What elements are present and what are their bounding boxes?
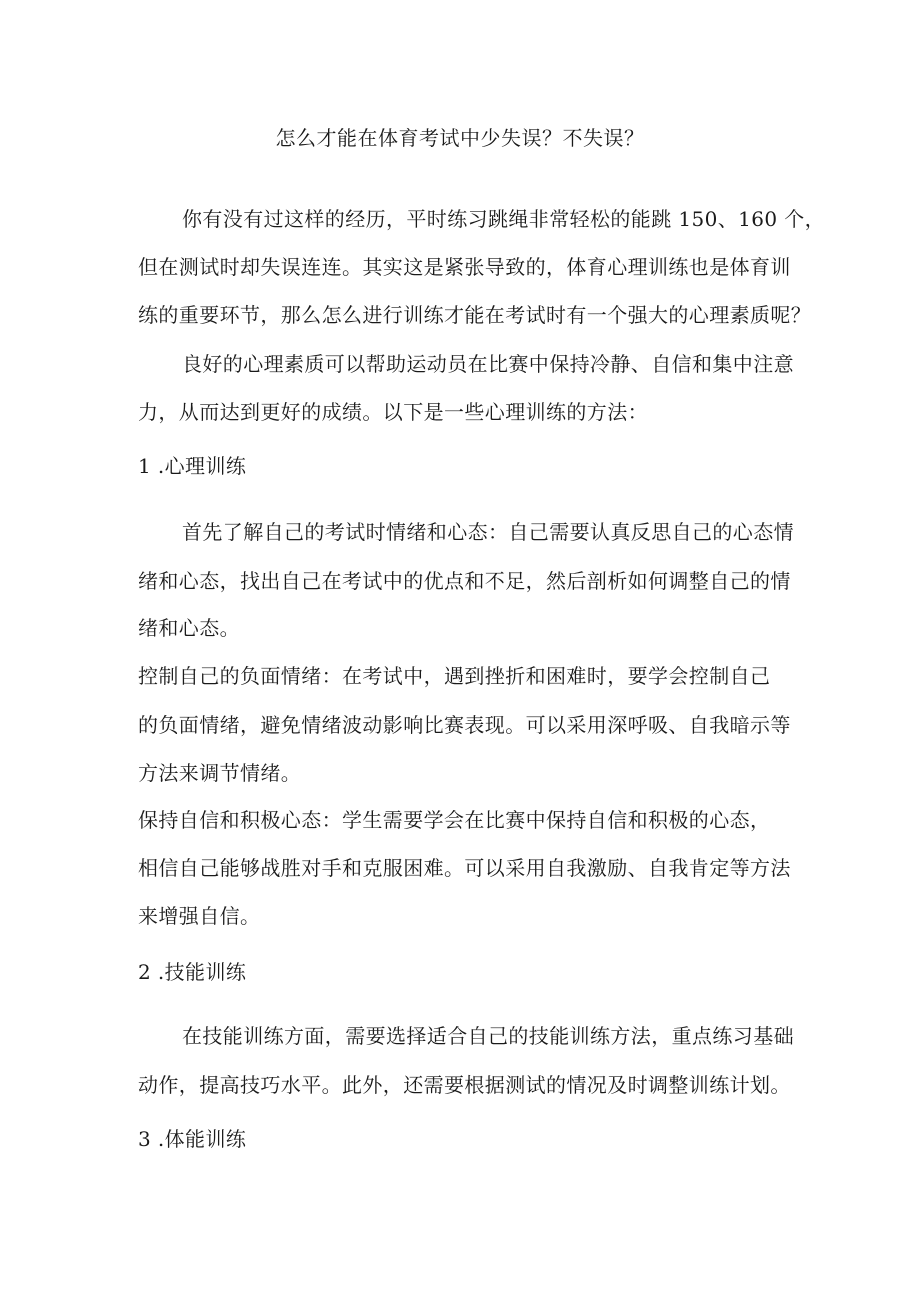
section1-p2-line-1: 控制自己的负面情绪：在考试中，遇到挫折和困难时，要学会控制自己 (138, 664, 771, 688)
section1-p3-line-3: 来增强自信。 (138, 904, 261, 928)
intro-line-3: 练的重要环节，那么怎么进行训练才能在考试时有一个强大的心理素质呢？ (138, 303, 812, 327)
section1-p3-line-1: 保持自信和积极心态：学生需要学会在比赛中保持自信和积极的心态， (138, 808, 771, 832)
document-title: 怎么才能在体育考试中少失误？不失误？ (275, 126, 645, 150)
intro-line-2: 但在测试时却失误连连。其实这是紧张导致的，体育心理训练也是体育训 (138, 255, 791, 279)
para2-line-2: 力，从而达到更好的成绩。以下是一些心理训练的方法： (138, 400, 648, 424)
section2-p1-line-1: 在技能训练方面，需要选择适合自己的技能训练方法，重点练习基础 (182, 1024, 794, 1048)
section1-p2-line-2: 的负面情绪，避免情绪波动影响比赛表现。可以采用深呼吸、自我暗示等 (138, 713, 791, 737)
section2-heading: 2 .技能训练 (138, 960, 247, 984)
section1-p2-line-3: 方法来调节情绪。 (138, 761, 302, 785)
section1-p1-line-3: 绪和心态。 (138, 616, 240, 640)
section1-p3-line-2: 相信自己能够战胜对手和克服困难。可以采用自我激励、自我肯定等方法 (138, 856, 791, 880)
section1-heading: 1 .心理训练 (138, 454, 247, 478)
section3-heading: 3 .体能训练 (138, 1127, 247, 1151)
section2-p1-line-2: 动作，提高技巧水平。此外，还需要根据测试的情况及时调整训练计划。 (138, 1073, 791, 1097)
intro-line-1: 你有没有过这样的经历，平时练习跳绳非常轻松的能跳 150、160 个， (182, 207, 826, 231)
para2-line-1: 良好的心理素质可以帮助运动员在比赛中保持冷静、自信和集中注意 (182, 352, 794, 376)
section1-p1-line-1: 首先了解自己的考试时情绪和心态：自己需要认真反思自己的心态情 (182, 520, 794, 544)
section1-p1-line-2: 绪和心态，找出自己在考试中的优点和不足，然后剖析如何调整自己的情 (138, 569, 791, 593)
